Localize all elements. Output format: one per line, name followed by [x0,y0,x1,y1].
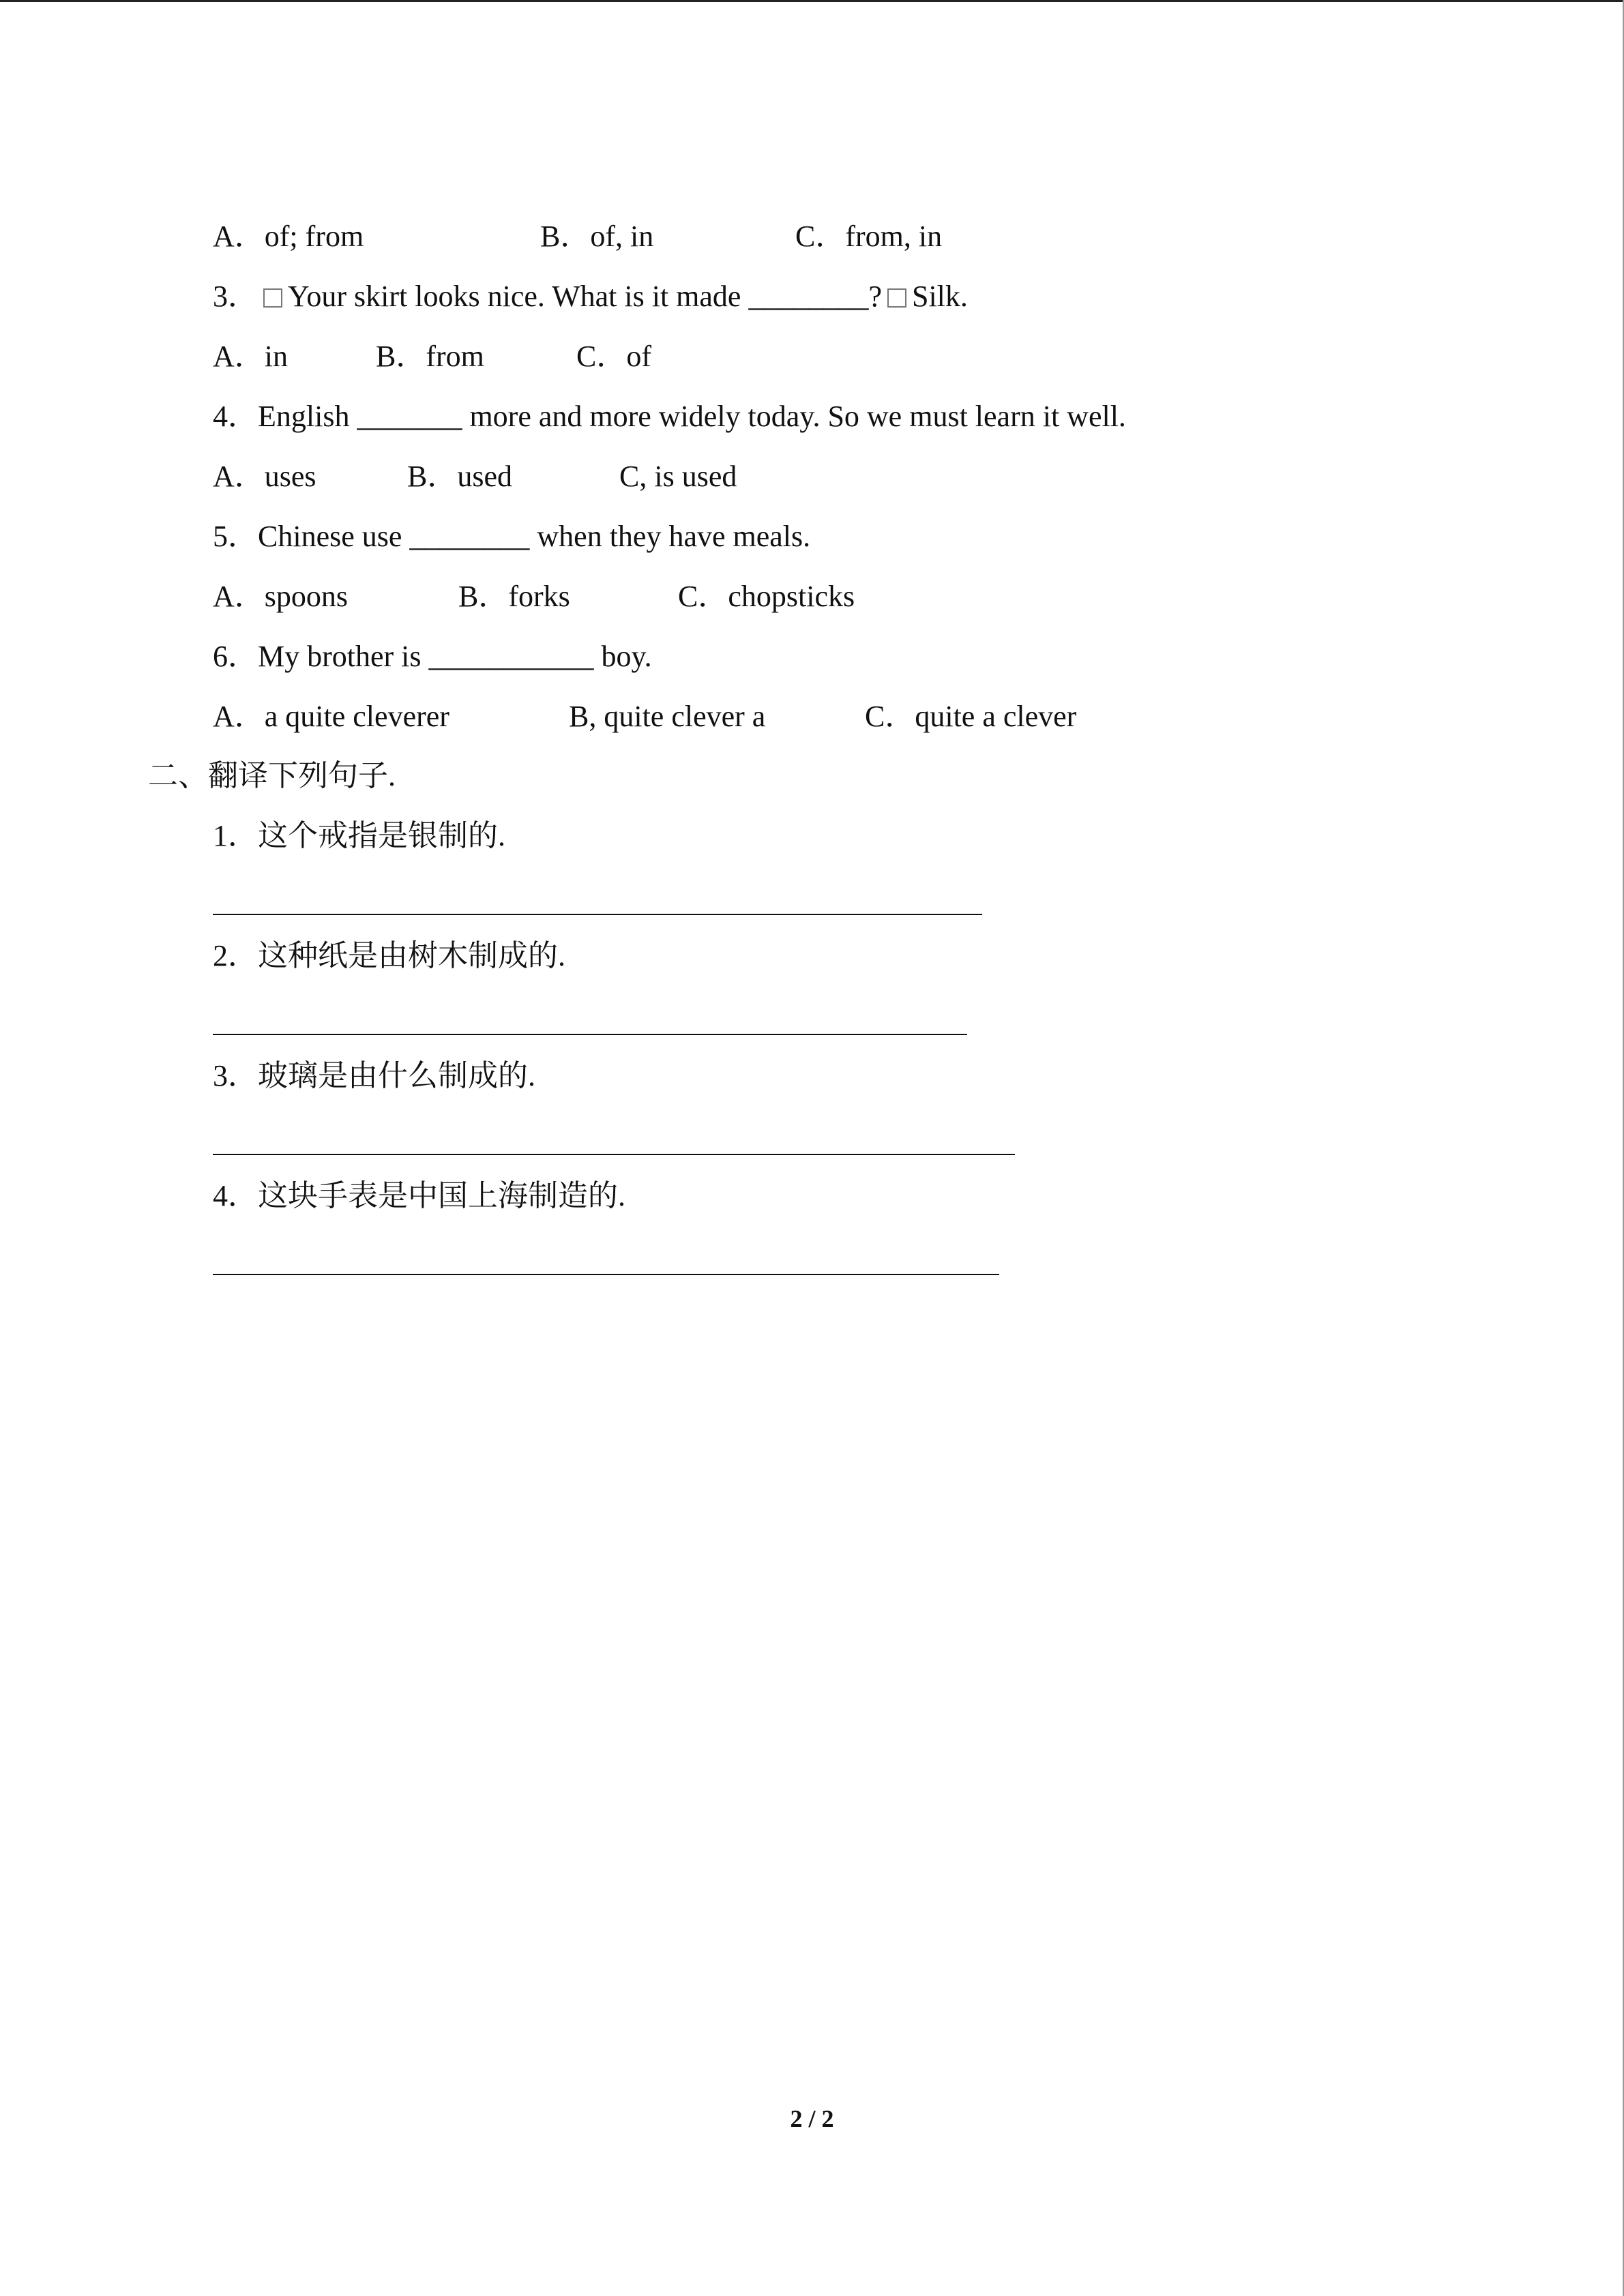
q4-option-b: B．used [407,460,512,493]
translate-item-2: 2．这种纸是由树木制成的. [213,939,565,972]
q4-question: 4．English _______ more and more widely today. So we must learn it well. [213,400,1126,433]
q4-option-a: A．uses [213,460,316,493]
q2-option-b: B．of, in [540,220,654,253]
unknown-glyph-box [263,288,282,308]
answer-line-4 [213,1274,999,1275]
page-top-border [0,0,1624,2]
q3-question [213,276,968,317]
translate-item-3: 3．玻璃是由什么制成的. [213,1059,535,1092]
q3-number: 3． [213,280,258,313]
q5-option-a: A．spoons [213,580,349,613]
q3-text-part1: Your skirt looks nice. What is it made ________? [288,280,882,313]
q3-option-b: B．from [376,340,484,373]
page-number: 2 / 2 [790,2105,834,2132]
q6-question: 6．My brother is ___________ boy. [213,640,652,673]
q6-option-c: C．quite a clever [865,700,1077,733]
q6-option-b: B, quite clever a [569,700,766,733]
q2-option-c: C．from, in [795,220,943,253]
translate-item-1: 1．这个戒指是银制的. [213,819,505,852]
q4-option-c: C, is used [619,460,737,493]
unknown-glyph-box [887,288,906,308]
q5-question: 5．Chinese use ________ when they have meals. [213,520,811,553]
translate-item-4: 4．这块手表是中国上海制造的. [213,1179,625,1212]
q3-option-a: A．in [213,340,288,373]
section2-heading: 二、翻译下列句子. [148,759,396,792]
q5-option-b: B．forks [458,580,570,613]
q3-option-c: C．of [576,340,651,373]
q2-option-a: A．of; from [213,220,364,253]
answer-line-3 [213,1154,1015,1155]
answer-line-2 [213,1034,967,1035]
q3-text-part2: Silk. [911,280,968,313]
q5-option-c: C．chopsticks [678,580,855,613]
q6-option-a: A．a quite cleverer [213,700,449,733]
answer-line-1 [213,914,982,915]
